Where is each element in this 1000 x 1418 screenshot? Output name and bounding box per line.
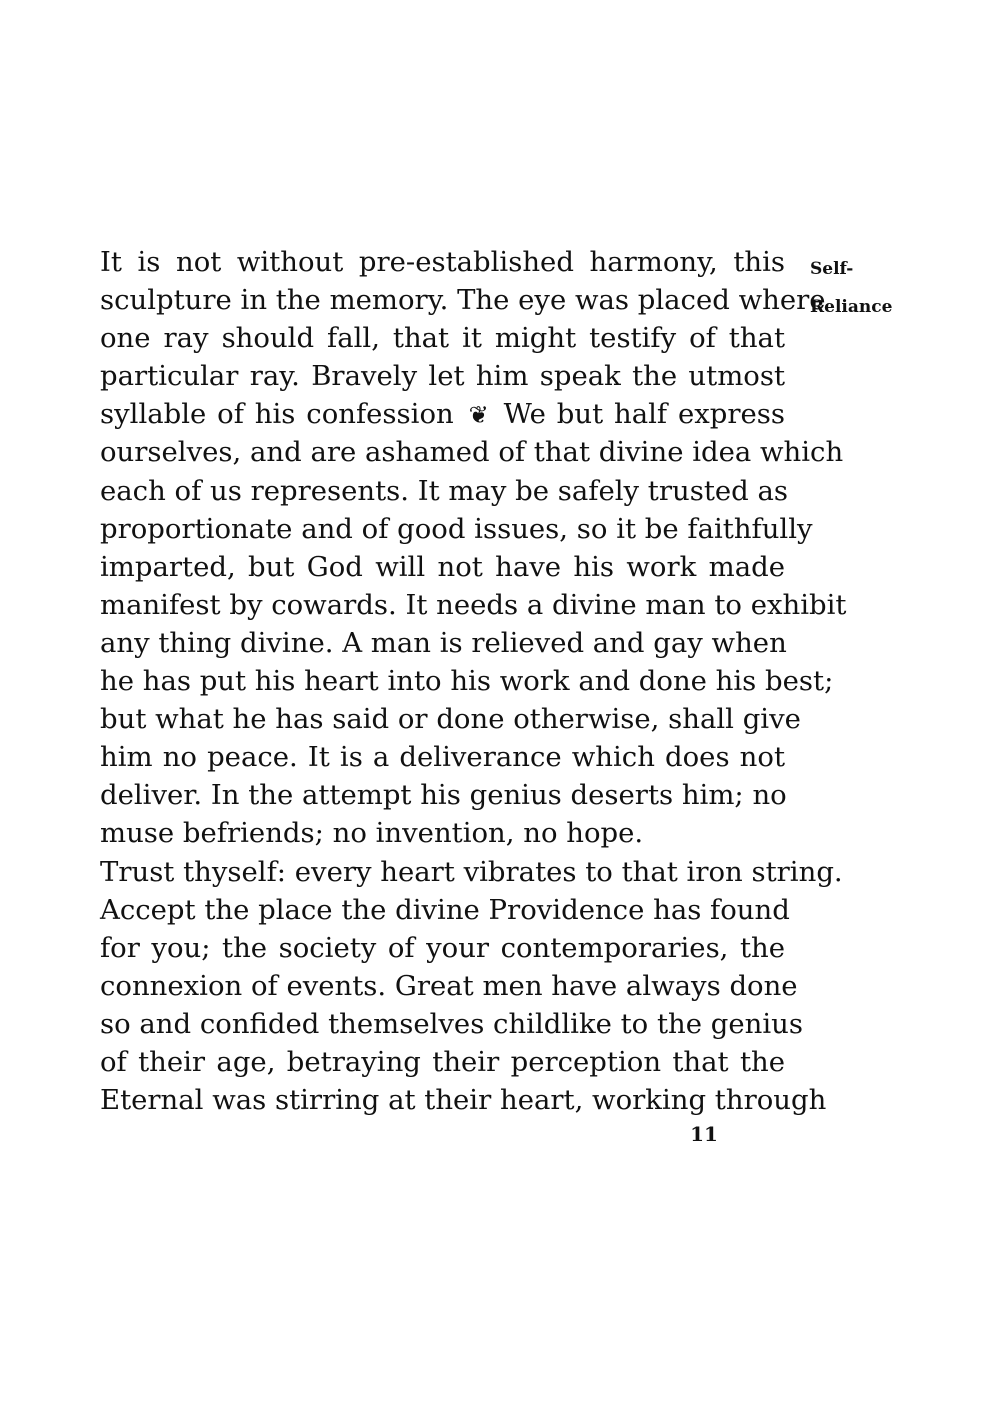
text-line: each of us represents. It may be safely trusted as	[100, 474, 789, 507]
text-line: sculpture in the memory. The eye was placed where	[100, 284, 826, 317]
text-line: but what he has said or done otherwise, shall give	[100, 703, 801, 736]
text-line: muse befriends; no invention, no hope.	[100, 817, 644, 850]
text-line: proportionate and of good issues, so it be faithfully	[100, 512, 813, 545]
text-segment: We but half express	[503, 398, 786, 431]
text-line: particular ray. Bravely let him speak the utmost	[100, 360, 785, 393]
running-head-line-2: Reliance	[810, 297, 893, 317]
text-line: him no peace. It is a deliverance which does not	[100, 741, 785, 774]
text-line: deliver. In the attempt his genius deserts him; no	[100, 779, 787, 812]
running-head	[810, 250, 920, 326]
leaf-ornament-icon: ❦	[468, 401, 489, 430]
text-line: of their age, betraying their perception that the	[100, 1045, 785, 1078]
text-line: ourselves, and are ashamed of that divine idea which	[100, 436, 844, 469]
text-line: for you; the society of your contemporaries, the	[100, 931, 785, 964]
text-line: he has put his heart into his work and done his best;	[100, 665, 834, 698]
text-line: so and confided themselves childlike to the genius	[100, 1007, 803, 1040]
text-line-with-ornament	[100, 395, 785, 433]
text-line: one ray should fall, that it might testify of that	[100, 322, 785, 355]
text-segment: syllable of his confession	[100, 398, 454, 431]
text-line: connexion of events. Great men have always done	[100, 969, 798, 1002]
page-number: 11	[690, 1122, 718, 1146]
text-line: Trust thyself: every heart vibrates to that iron string.	[100, 855, 843, 888]
text-line: It is not without pre-established harmony, this	[100, 246, 785, 278]
text-line: imparted, but God will not have his work made	[100, 550, 785, 583]
text-line: manifest by cowards. It needs a divine man to exhibit	[100, 588, 847, 621]
text-line: any thing divine. A man is relieved and gay when	[100, 626, 787, 659]
text-line: Accept the place the divine Providence has found	[100, 893, 790, 926]
text-line: Eternal was stirring at their heart, working through	[100, 1084, 827, 1117]
running-head-line-1: Self-	[810, 259, 854, 279]
body-text	[100, 243, 847, 1119]
